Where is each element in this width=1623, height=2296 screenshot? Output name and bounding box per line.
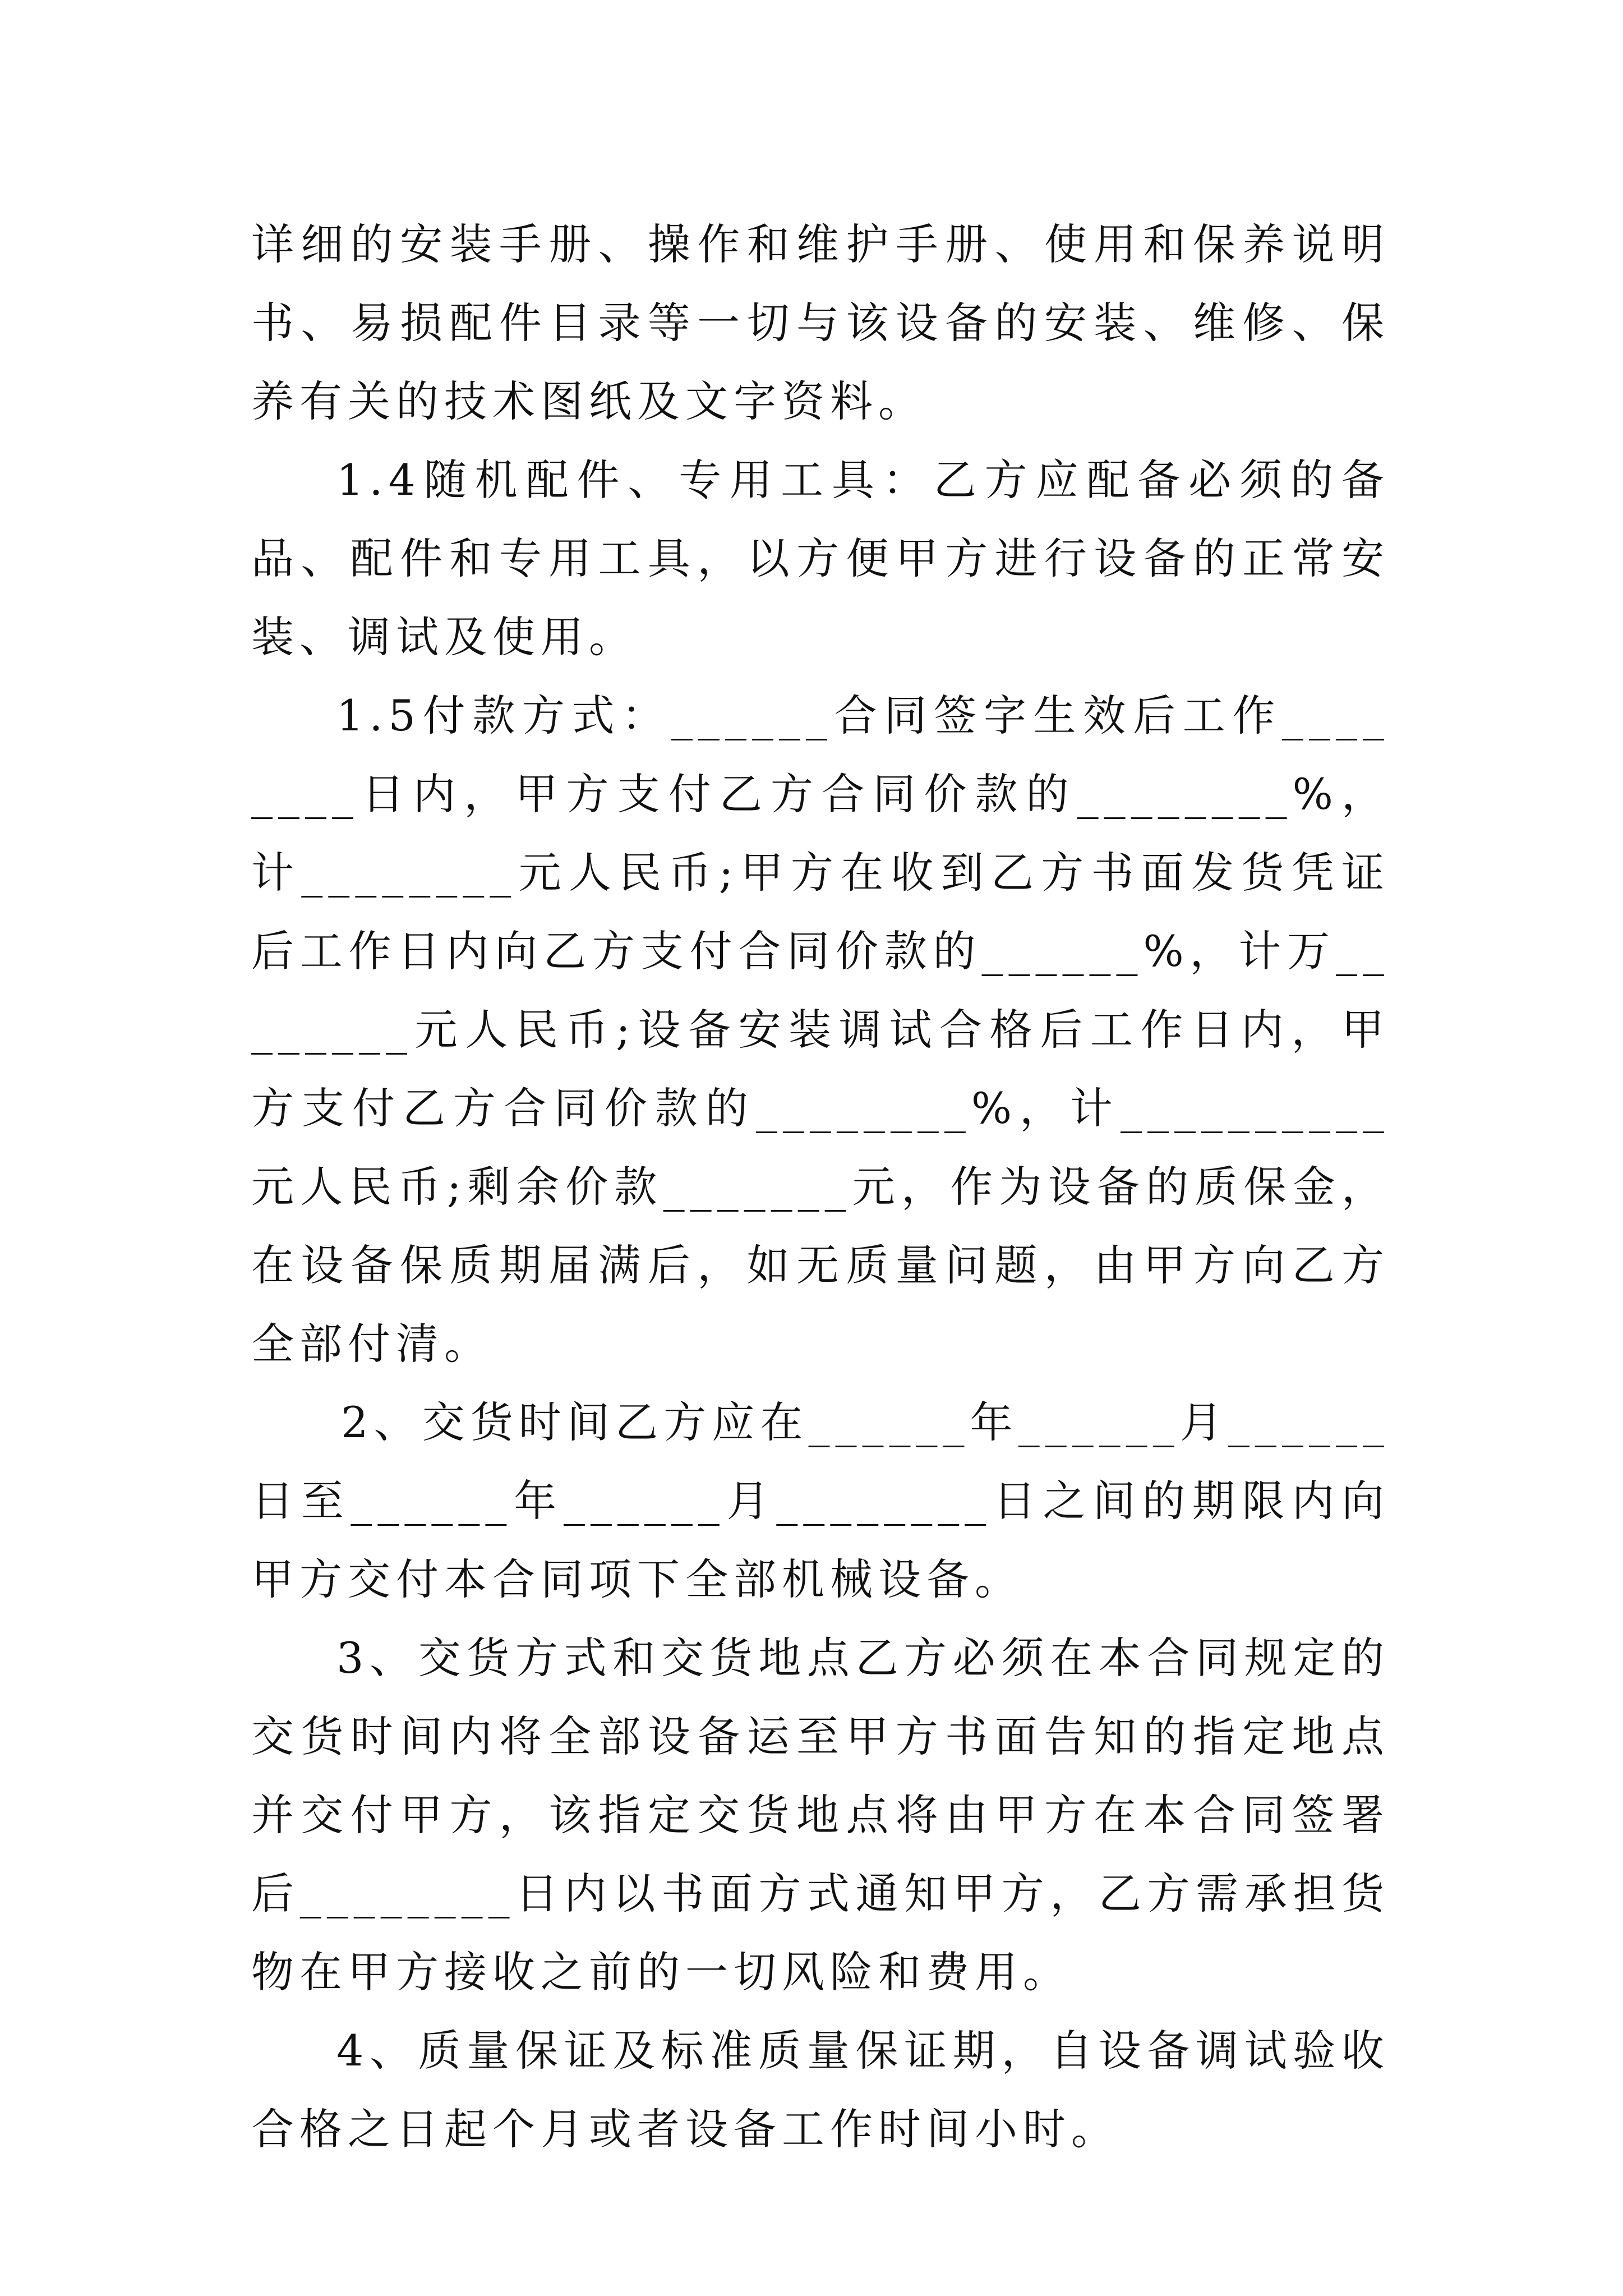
paragraph-delivery-time: 2、交货时间乙方应在______年______月______日至______年______月________日之间的期限内向甲方交付本合同项下全部机械设备。 — [251, 1397, 1390, 1604]
paragraph-documentation: 详细的安装手册、操作和维护手册、使用和保养说明书、易损配件目录等一切与该设备的安装、维修、保养有关的技术图纸及文字资料。 — [251, 219, 1390, 426]
paragraph-accessories: 1.4随机配件、专用工具：乙方应配备必须的备品、配件和专用工具，以方便甲方进行设备的正常安装、调试及使用。 — [251, 455, 1390, 662]
paragraph-delivery-method: 3、交货方式和交货地点乙方必须在本合同规定的交货时间内将全部设备运至甲方书面告知的指定地点并交付甲方，该指定交货地点将由甲方在本合同签署后________日内以书面方式通知甲方，乙方需承担货物在甲方接收之前的一切风险和费用。 — [251, 1633, 1390, 1997]
paragraph-payment: 1.5付款方式：______合同签字生效后工作________日内，甲方支付乙方合同价款的________%，计________元人民币;甲方在收到乙方书面发货凭证后工作日内向乙方支付合同价款的______%，计万________元人民币;设备安装调试合格后工作日内，甲方支付乙方合同价款的________%，计__________元人民币;剩余价款_______元，作为设备的质保金，在设备保质期届满后，如无质量问题，由甲方向乙方全部付清。 — [251, 691, 1390, 1369]
document-page — [251, 205, 1390, 2169]
paragraph-quality-guarantee: 4、质量保证及标准质量保证期，自设备调试验收合格之日起个月或者设备工作时间小时。 — [251, 2026, 1390, 2154]
